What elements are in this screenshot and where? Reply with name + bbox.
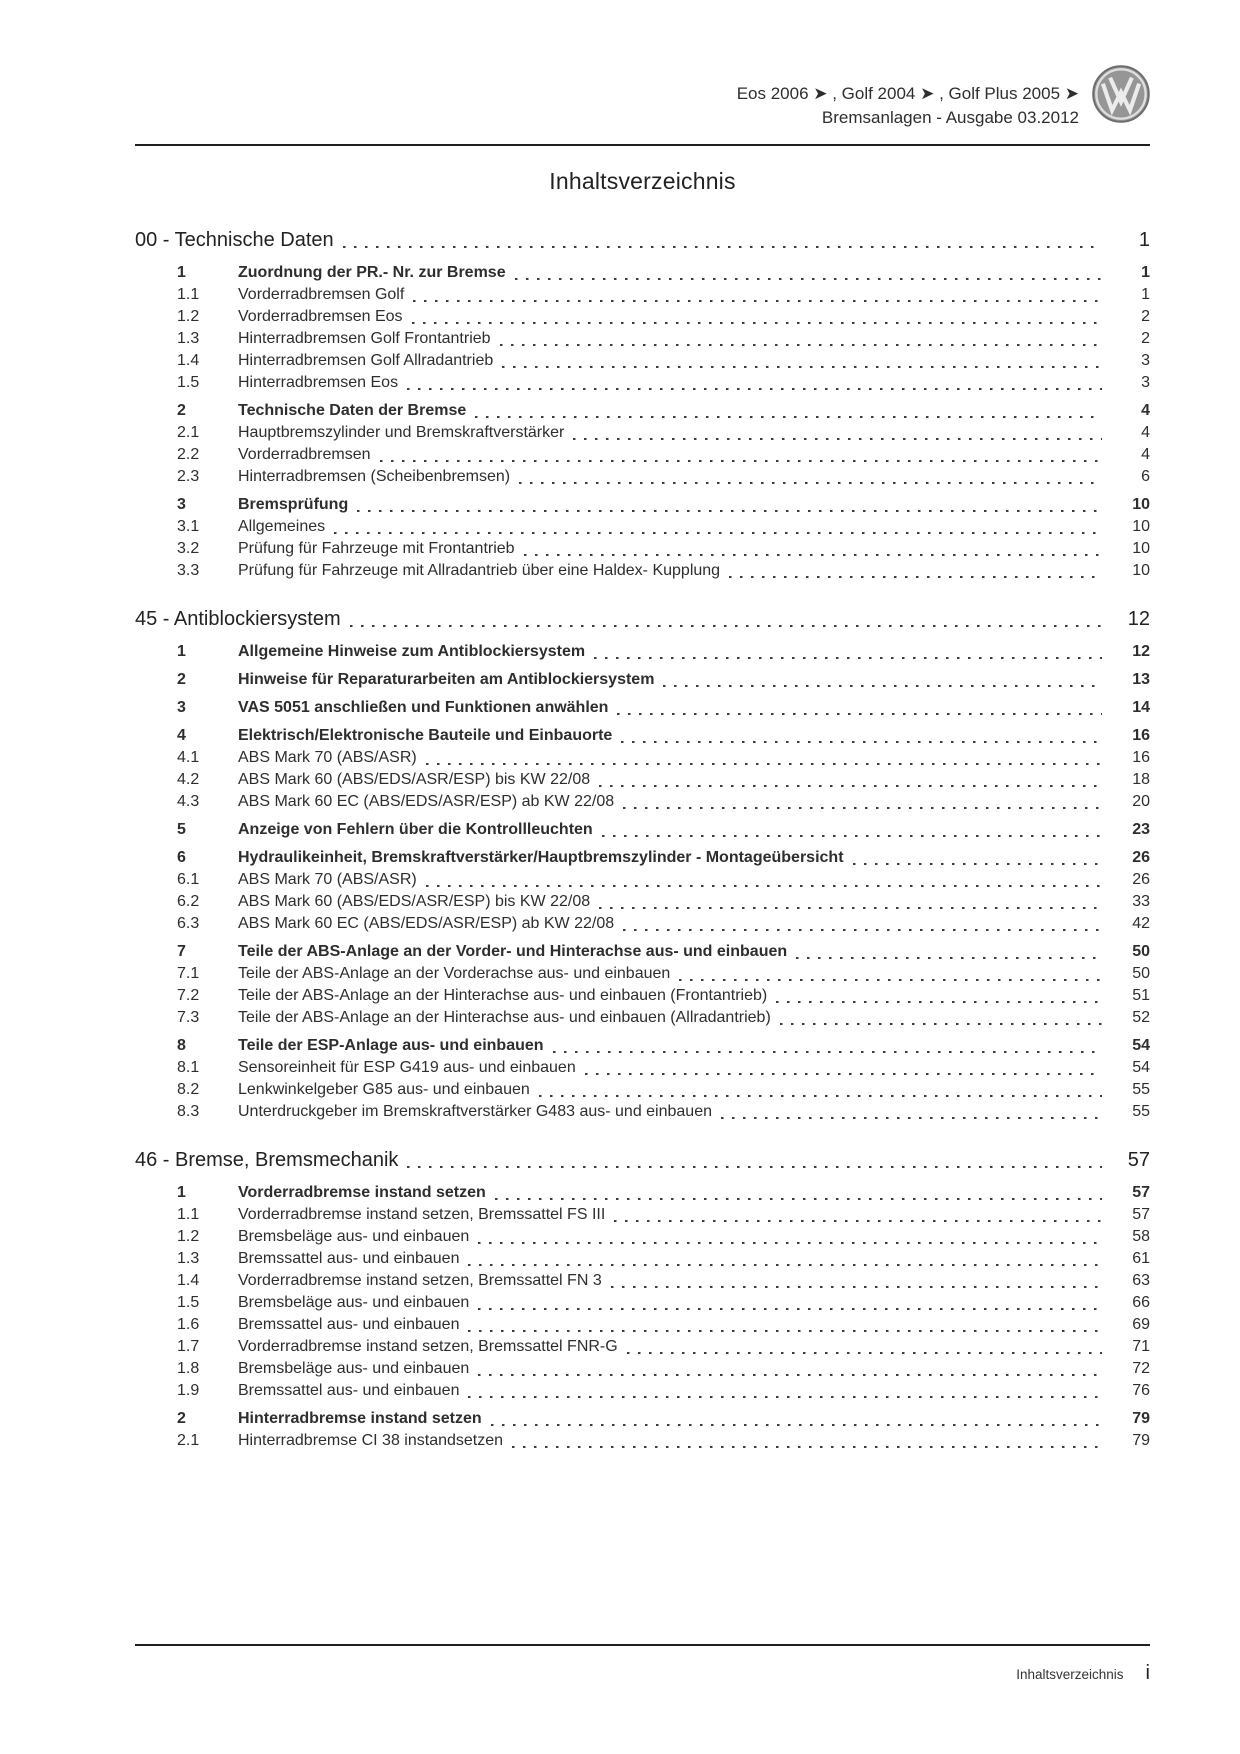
toc-entry: [135, 641, 1150, 663]
toc-entry-page: 20: [1132, 793, 1150, 810]
dot-leader: [512, 1434, 1102, 1448]
dot-leader: [426, 873, 1102, 887]
dot-leader: [426, 751, 1102, 765]
toc-entry-page: 4: [1141, 424, 1150, 441]
dot-leader: [780, 1011, 1102, 1025]
toc-entry-page: 6: [1141, 468, 1150, 485]
toc-entry-title: Hinterradbremsen Golf Allradantrieb: [238, 352, 494, 369]
toc-entry: [135, 1226, 1150, 1248]
toc-entry-title: Hinterradbremse CI 38 instandsetzen: [238, 1432, 504, 1449]
toc-entry-page: 4: [1141, 402, 1150, 419]
dot-leader: [500, 332, 1102, 346]
toc-entry-page: 52: [1132, 1009, 1150, 1026]
toc-entry-page: 71: [1132, 1338, 1150, 1355]
toc-entry: [135, 372, 1150, 394]
toc-entry-page: 1: [1141, 264, 1150, 281]
toc-entry-number: 2.3: [177, 468, 200, 485]
toc-entry-page: 57: [1132, 1184, 1150, 1201]
toc-entry-title: Bremsbeläge aus- und einbauen: [238, 1360, 470, 1377]
dot-leader: [621, 729, 1102, 743]
toc-entry-number: 1.4: [177, 352, 200, 369]
toc-entry-page: 50: [1132, 965, 1150, 982]
toc-entry: [135, 819, 1150, 841]
toc-entry-number: 6: [177, 849, 186, 866]
header-text: [737, 82, 1079, 130]
toc-entry-title: Vorderradbremse instand setzen, Bremssattel FNR-G: [238, 1338, 618, 1355]
dot-leader: [796, 945, 1102, 959]
toc-section-header: [135, 1147, 1150, 1173]
toc-entry-number: 2.2: [177, 446, 200, 463]
toc-entry-page: 26: [1132, 849, 1150, 866]
toc-entry: [135, 284, 1150, 306]
toc-entry-number: 7.2: [177, 987, 200, 1004]
toc-entry-page: 16: [1132, 749, 1150, 766]
toc-entry-number: 6.2: [177, 893, 200, 910]
toc-entry-page: 69: [1132, 1316, 1150, 1333]
toc-entry: [135, 697, 1150, 719]
toc-entry-number: 3.1: [177, 518, 200, 535]
toc-entry-number: 1.7: [177, 1338, 200, 1355]
toc-entry-number: 3: [177, 496, 186, 513]
toc-entry-number: 1.9: [177, 1382, 200, 1399]
dot-leader: [495, 1186, 1102, 1200]
toc-entry-number: 3.2: [177, 540, 200, 557]
toc-entry-title: Vorderradbremse instand setzen, Bremssattel FS III: [238, 1206, 606, 1223]
toc-entry: [135, 1204, 1150, 1226]
toc-entry: [135, 985, 1150, 1007]
dot-leader: [627, 1340, 1102, 1354]
toc-entry-number: 2.1: [177, 1432, 200, 1449]
toc-entry-title: Unterdruckgeber im Bremskraftverstärker G483 aus- und einbauen: [238, 1103, 712, 1120]
toc-entry: [135, 1380, 1150, 1402]
toc-entry-number: 4.3: [177, 793, 200, 810]
toc-entry-title: Hinterradbremsen (Scheibenbremsen): [238, 468, 511, 485]
toc-section-page: 12: [1127, 608, 1150, 630]
dot-leader: [602, 823, 1102, 837]
toc-entry-page: 2: [1141, 330, 1150, 347]
toc-entry-number: 1.2: [177, 1228, 200, 1245]
toc-entry: [135, 1079, 1150, 1101]
toc-entry-title: ABS Mark 60 EC (ABS/EDS/ASR/ESP) ab KW 22/08: [238, 915, 615, 932]
toc-entry-title: Bremssattel aus- und einbauen: [238, 1250, 460, 1267]
toc-section-title: 46 - Bremse, Bremsmechanik: [135, 1149, 399, 1171]
toc-entry-page: 79: [1132, 1410, 1150, 1427]
dot-leader: [491, 1412, 1102, 1426]
toc-entry-title: ABS Mark 70 (ABS/ASR): [238, 871, 417, 888]
toc-entry-number: 1: [177, 264, 186, 281]
dot-leader: [599, 773, 1102, 787]
toc-entry: [135, 538, 1150, 560]
dot-leader: [343, 234, 1102, 248]
toc-entry-page: 54: [1132, 1037, 1150, 1054]
dot-leader: [478, 1362, 1102, 1376]
toc-entry-page: 33: [1132, 893, 1150, 910]
toc-entry-number: 3.3: [177, 562, 200, 579]
toc-entry-title: Prüfung für Fahrzeuge mit Allradantrieb über eine Haldex- Kupplung: [238, 562, 721, 579]
dot-leader: [357, 498, 1102, 512]
dot-leader: [407, 1154, 1102, 1168]
toc-entry: [135, 1270, 1150, 1292]
toc-entry: [135, 769, 1150, 791]
toc-entry-page: 23: [1132, 821, 1150, 838]
dot-leader: [478, 1230, 1102, 1244]
dot-leader: [407, 376, 1102, 390]
toc-entry: [135, 350, 1150, 372]
dot-leader: [519, 470, 1102, 484]
dot-leader: [617, 701, 1102, 715]
toc-entry: [135, 1314, 1150, 1336]
toc-entry-number: 1: [177, 643, 186, 660]
toc-entry: [135, 891, 1150, 913]
dot-leader: [679, 967, 1102, 981]
toc-entry: [135, 328, 1150, 350]
toc-entry-number: 1.3: [177, 1250, 200, 1267]
toc-entry-page: 13: [1132, 671, 1150, 688]
dot-leader: [413, 288, 1102, 302]
toc-entry-title: Bremsprüfung: [238, 496, 349, 513]
toc-entry-number: 2.1: [177, 424, 200, 441]
dot-leader: [478, 1296, 1102, 1310]
toc-entry-number: 8: [177, 1037, 186, 1054]
dot-leader: [334, 520, 1102, 534]
toc-entry-number: 6.3: [177, 915, 200, 932]
toc-entry-page: 50: [1132, 943, 1150, 960]
toc-entry-title: Vorderradbremsen Eos: [238, 308, 403, 325]
toc-entry-page: 55: [1132, 1103, 1150, 1120]
dot-leader: [475, 404, 1102, 418]
page-header: [135, 0, 1150, 130]
toc-entry-title: VAS 5051 anschließen und Funktionen anwählen: [238, 699, 609, 716]
footer-label: Inhaltsverzeichnis: [1016, 1667, 1124, 1682]
toc-entry-page: 51: [1132, 987, 1150, 1004]
toc-entry-page: 76: [1132, 1382, 1150, 1399]
toc-entry-title: Vorderradbremse instand setzen: [238, 1184, 486, 1201]
toc-entry-number: 1.8: [177, 1360, 200, 1377]
toc-entry-number: 4: [177, 727, 186, 744]
toc-entry-number: 1: [177, 1184, 186, 1201]
toc-entry: [135, 422, 1150, 444]
toc-entry-title: Sensoreinheit für ESP G419 aus- und einbauen: [238, 1059, 576, 1076]
toc-entry-number: 6.1: [177, 871, 200, 888]
toc-entry-title: Teile der ABS-Anlage an der Vorder- und Hinterachse aus- und einbauen: [238, 943, 788, 960]
toc-entry: [135, 1057, 1150, 1079]
toc-entry-number: 1.1: [177, 286, 200, 303]
dot-leader: [599, 895, 1102, 909]
toc-entry-page: 16: [1132, 727, 1150, 744]
toc-entry-page: 4: [1141, 446, 1150, 463]
toc-entry-number: 2: [177, 402, 186, 419]
toc-entry-page: 42: [1132, 915, 1150, 932]
toc-entry-number: 1.5: [177, 374, 200, 391]
dot-leader: [539, 1083, 1102, 1097]
toc-entry: [135, 306, 1150, 328]
toc-entry-title: Allgemeines: [238, 518, 326, 535]
toc-entry-title: ABS Mark 60 EC (ABS/EDS/ASR/ESP) ab KW 22/08: [238, 793, 615, 810]
toc-entry: [135, 941, 1150, 963]
toc-entry: [135, 791, 1150, 813]
page-title: Inhaltsverzeichnis: [549, 168, 736, 194]
footer-page-number: i: [1145, 1662, 1150, 1684]
toc-entry-page: 14: [1132, 699, 1150, 716]
toc-entry: [135, 1101, 1150, 1123]
toc-entry: [135, 560, 1150, 582]
toc-entry-page: 61: [1132, 1250, 1150, 1267]
toc-entry-page: 58: [1132, 1228, 1150, 1245]
toc-entry-page: 3: [1141, 352, 1150, 369]
toc-entry-title: Hinterradbremsen Eos: [238, 374, 399, 391]
toc-entry-page: 66: [1132, 1294, 1150, 1311]
toc-entry-page: 2: [1141, 308, 1150, 325]
toc-entry-number: 2: [177, 671, 186, 688]
dot-leader: [468, 1384, 1102, 1398]
toc-entry-title: Anzeige von Fehlern über die Kontrollleuchten: [238, 821, 593, 838]
toc-entry: [135, 913, 1150, 935]
toc-entry-number: 7.3: [177, 1009, 200, 1026]
toc-entry: [135, 1182, 1150, 1204]
toc-entry: [135, 1336, 1150, 1358]
toc-entry: [135, 516, 1150, 538]
toc-entry: [135, 494, 1150, 516]
toc-entry: [135, 725, 1150, 747]
edition-line: Bremsanlagen - Ausgabe 03.2012: [821, 108, 1079, 127]
toc-entry-page: 57: [1132, 1206, 1150, 1223]
toc-section: [135, 1147, 1150, 1452]
toc-entry-number: 4.1: [177, 749, 200, 766]
dot-leader: [502, 354, 1102, 368]
dot-leader: [594, 645, 1102, 659]
toc-entry: [135, 400, 1150, 422]
toc-section: [135, 227, 1150, 582]
toc-entry: [135, 1408, 1150, 1430]
toc-entry-page: 18: [1132, 771, 1150, 788]
toc-entry-page: 63: [1132, 1272, 1150, 1289]
toc-entry-title: Hauptbremszylinder und Bremskraftverstärker: [238, 424, 565, 441]
toc-section: [135, 606, 1150, 1123]
toc-section-title: 45 - Antiblockiersystem: [135, 608, 341, 630]
toc-entry-page: 1: [1141, 286, 1150, 303]
toc-entry-title: Teile der ABS-Anlage an der Vorderachse aus- und einbauen: [238, 965, 671, 982]
dot-leader: [468, 1318, 1102, 1332]
toc-entry-page: 12: [1132, 643, 1150, 660]
toc-section-header: [135, 606, 1150, 632]
toc-entry-number: 2: [177, 1410, 186, 1427]
toc-entry-title: Vorderradbremse instand setzen, Bremssattel FN 3: [238, 1272, 602, 1289]
toc-entry-title: Bremssattel aus- und einbauen: [238, 1316, 460, 1333]
toc-entry-title: ABS Mark 60 (ABS/EDS/ASR/ESP) bis KW 22/08: [238, 771, 591, 788]
dot-leader: [611, 1274, 1102, 1288]
toc-entry: [135, 847, 1150, 869]
toc-entry-title: Teile der ABS-Anlage an der Hinterachse aus- und einbauen (Allradantrieb): [238, 1009, 771, 1026]
dot-leader: [776, 989, 1102, 1003]
dot-leader: [380, 448, 1102, 462]
toc-entry-page: 54: [1132, 1059, 1150, 1076]
toc-entry-title: Teile der ESP-Anlage aus- und einbauen: [238, 1037, 544, 1054]
dot-leader: [412, 310, 1102, 324]
toc-entry: [135, 466, 1150, 488]
toc-entry-page: 10: [1132, 540, 1150, 557]
toc-entry-title: Teile der ABS-Anlage an der Hinterachse aus- und einbauen (Frontantrieb): [238, 987, 768, 1004]
toc-entry-number: 1.2: [177, 308, 200, 325]
toc-entry-title: Hinterradbremsen Golf Frontantrieb: [238, 330, 491, 347]
toc-entry-title: Prüfung für Fahrzeuge mit Frontantrieb: [238, 540, 515, 557]
toc-entry-title: Vorderradbremsen: [238, 446, 371, 463]
toc-entry: [135, 262, 1150, 284]
dot-leader: [663, 673, 1102, 687]
dot-leader: [623, 917, 1102, 931]
dot-leader: [350, 613, 1102, 627]
toc-entry-number: 1.6: [177, 1316, 200, 1333]
toc-entry-page: 10: [1132, 496, 1150, 513]
toc-entry: [135, 869, 1150, 891]
toc-entry-title: ABS Mark 70 (ABS/ASR): [238, 749, 417, 766]
dot-leader: [573, 426, 1102, 440]
toc-entry: [135, 444, 1150, 466]
toc-entry: [135, 1248, 1150, 1270]
toc-entry-page: 3: [1141, 374, 1150, 391]
toc-section-title: 00 - Technische Daten: [135, 229, 334, 251]
toc-entry-title: Vorderradbremsen Golf: [238, 286, 405, 303]
toc-entry: [135, 963, 1150, 985]
toc-entry-number: 7.1: [177, 965, 200, 982]
toc-entry-title: Allgemeine Hinweise zum Antiblockiersystem: [238, 643, 586, 660]
dot-leader: [524, 542, 1102, 556]
toc-entry-title: Elektrisch/Elektronische Bauteile und Einbauorte: [238, 727, 613, 744]
toc-entry: [135, 1292, 1150, 1314]
toc-entry-number: 8.2: [177, 1081, 200, 1098]
toc-entry-number: 4.2: [177, 771, 200, 788]
toc-sections: [135, 227, 1150, 1452]
dot-leader: [585, 1061, 1102, 1075]
toc-entry-number: 8.3: [177, 1103, 200, 1120]
toc-entry: [135, 1358, 1150, 1380]
toc-entry: [135, 1430, 1150, 1452]
toc-entry-number: 7: [177, 943, 186, 960]
vw-logo-icon: [1092, 65, 1150, 123]
toc-entry-page: 79: [1132, 1432, 1150, 1449]
toc-entry: [135, 669, 1150, 691]
dot-leader: [614, 1208, 1102, 1222]
toc-section-header: [135, 227, 1150, 253]
toc-entry-title: Bremsbeläge aus- und einbauen: [238, 1294, 470, 1311]
toc-entry-number: 5: [177, 821, 186, 838]
toc-entry-title: Bremsbeläge aus- und einbauen: [238, 1228, 470, 1245]
toc-entry-number: 3: [177, 699, 186, 716]
toc-entry: [135, 747, 1150, 769]
toc-entry-number: 8.1: [177, 1059, 200, 1076]
dot-leader: [468, 1252, 1102, 1266]
toc-entry-title: Zuordnung der PR.- Nr. zur Bremse: [238, 264, 506, 281]
toc-entry: [135, 1035, 1150, 1057]
toc-entry-title: Bremssattel aus- und einbauen: [238, 1382, 460, 1399]
toc-entry-number: 1.5: [177, 1294, 200, 1311]
toc-entry-title: Hinweise für Reparaturarbeiten am Antiblockiersystem: [238, 671, 655, 688]
toc-entry-page: 10: [1132, 518, 1150, 535]
page-footer: [135, 1644, 1150, 1685]
toc-entry: [135, 1007, 1150, 1029]
dot-leader: [721, 1105, 1102, 1119]
toc-entry-title: ABS Mark 60 (ABS/EDS/ASR/ESP) bis KW 22/08: [238, 893, 591, 910]
toc-entry-number: 1.1: [177, 1206, 200, 1223]
toc-entry-title: Technische Daten der Bremse: [238, 402, 467, 419]
dot-leader: [729, 564, 1102, 578]
header-divider: [135, 144, 1150, 146]
dot-leader: [853, 851, 1102, 865]
toc-entry-page: 55: [1132, 1081, 1150, 1098]
dot-leader: [623, 795, 1102, 809]
toc-entry-title: Hydraulikeinheit, Bremskraftverstärker/Hauptbremszylinder - Montageübersicht: [238, 849, 844, 866]
dot-leader: [515, 266, 1102, 280]
toc-entry-page: 72: [1132, 1360, 1150, 1377]
toc-entry-title: Lenkwinkelgeber G85 aus- und einbauen: [238, 1081, 530, 1098]
toc-section-page: 57: [1127, 1149, 1150, 1171]
toc-entry-title: Hinterradbremse instand setzen: [238, 1410, 482, 1427]
dot-leader: [553, 1039, 1102, 1053]
toc-section-page: 1: [1138, 229, 1150, 251]
models-line: Eos 2006 ➤ , Golf 2004 ➤ , Golf Plus 2005 ➤: [736, 84, 1079, 103]
toc-entry-page: 26: [1132, 871, 1150, 888]
toc-entry-number: 1.4: [177, 1272, 200, 1289]
toc-entry-number: 1.3: [177, 330, 200, 347]
toc-entry-page: 10: [1132, 562, 1150, 579]
